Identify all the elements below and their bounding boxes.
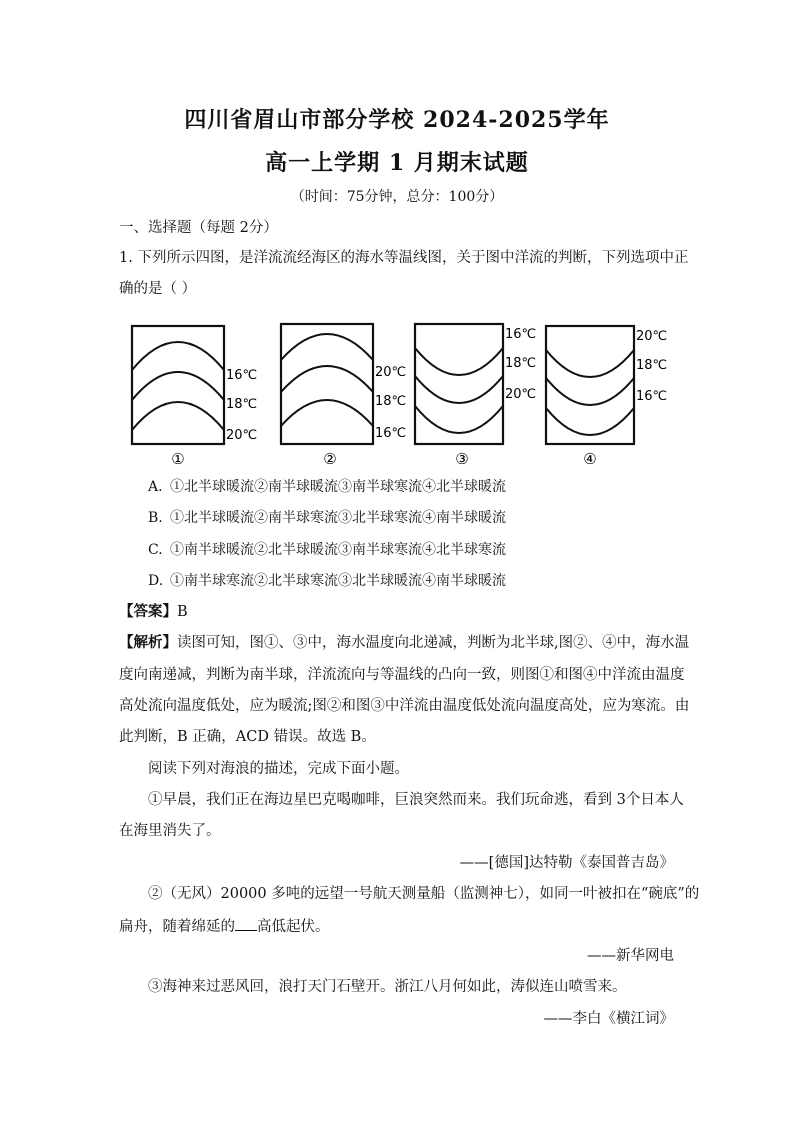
- passage-2-source: ——新华网电: [587, 948, 674, 964]
- isotherm-panel-3: [415, 324, 536, 468]
- answer-line: [119, 602, 679, 622]
- isotherm-line: [415, 406, 503, 433]
- passage-1-continued: 在海里消失了。: [119, 823, 221, 839]
- isotherm-label: 20℃: [636, 329, 668, 344]
- isotherm-label: 18℃: [226, 397, 258, 412]
- isotherm-line: [132, 402, 224, 430]
- isotherm-line: [281, 400, 373, 426]
- answer-tag: 【答案】: [119, 603, 177, 620]
- analysis-line: 度向南递减，判断为南半球，洋流流向与等温线的凸向一致，则图①和图④中洋流由温度: [119, 667, 685, 683]
- isotherm-label: 16℃: [636, 389, 668, 404]
- isotherm-panel-4: [546, 326, 667, 468]
- question-stem: 1. 下列所示四图，是洋流流经海区的海水等温线图，关于图中洋流的判断，下列选项中正: [119, 250, 689, 266]
- isotherm-line: [546, 378, 634, 405]
- fill-blank: [235, 915, 257, 931]
- isotherm-label: 20℃: [505, 387, 537, 402]
- option-text: ①北半球暖流②南半球暖流③南半球寒流④北半球暖流: [170, 479, 506, 495]
- isotherm-label: 20℃: [226, 428, 258, 443]
- answer-value: B: [177, 604, 188, 620]
- option-a: [148, 477, 506, 497]
- document-subtitle-title: 高一上学期 1 月期末试题: [265, 150, 529, 176]
- option-d: [148, 571, 506, 591]
- option-label: B.: [148, 510, 163, 526]
- passage-2-text: 扁舟，随着绵延的: [119, 919, 235, 935]
- passage-1-source: ——[德国]达特勒《泰国普吉岛》: [459, 855, 674, 871]
- isotherm-label: 16℃: [375, 426, 407, 441]
- document-title: 四川省眉山市部分学校 2024-2025学年: [184, 107, 610, 133]
- passage-3: ③海神来过恶风回，浪打天门石壁开。浙江八月何如此，涛似连山喷雪来。: [148, 979, 627, 995]
- isotherm-label: 18℃: [375, 394, 407, 409]
- option-text: ①南半球暖流②北半球暖流③南半球寒流④北半球寒流: [170, 542, 506, 558]
- panel-number: ①: [171, 450, 185, 468]
- isotherm-label: 20℃: [375, 365, 407, 380]
- option-text: ①北半球暖流②南半球寒流③北半球寒流④南半球暖流: [170, 510, 506, 526]
- isotherm-figure: [128, 318, 668, 468]
- isotherm-line: [546, 408, 634, 435]
- isotherm-label: 18℃: [636, 358, 668, 373]
- isotherm-label: 16℃: [505, 327, 537, 342]
- isotherm-panel-2: [281, 324, 406, 468]
- isotherm-line: [281, 334, 373, 360]
- analysis-tag: 【解析】: [119, 634, 177, 651]
- isotherm-label: 18℃: [505, 356, 537, 371]
- reading-intro: 阅读下列对海浪的描述，完成下面小题。: [148, 761, 409, 777]
- passage-2-continued: [119, 915, 679, 937]
- panel-number: ④: [583, 450, 597, 468]
- option-c: [148, 540, 506, 560]
- isotherm-line: [132, 372, 224, 400]
- analysis-line: [119, 633, 690, 653]
- isotherm-line: [132, 342, 224, 370]
- option-label: A.: [148, 479, 163, 495]
- question-stem-continued: 确的是（ ）: [119, 281, 197, 297]
- isotherm-line: [281, 366, 373, 392]
- panel-number: ③: [455, 450, 469, 468]
- section-heading: 一、选择题（每题 2分）: [119, 220, 278, 236]
- analysis-text: 读图可知，图①、③中，海水温度向北递减，判断为北半球,图②、④中，海水温: [177, 635, 690, 651]
- isotherm-line: [415, 376, 503, 403]
- isotherm-label: 16℃: [226, 368, 258, 383]
- option-text: ①南半球寒流②北半球寒流③北半球暖流④南半球暖流: [170, 573, 506, 589]
- isotherm-line: [546, 350, 634, 377]
- passage-3-source: ——李白《横江词》: [543, 1011, 674, 1027]
- option-b: [148, 508, 506, 528]
- analysis-line: 此判断，B 正确，ACD 错误。故选 B。: [119, 729, 376, 745]
- analysis-line: 高处流向温度低处，应为暖流;图②和图③中洋流由温度低处流向温度高处，应为寒流。由: [119, 698, 690, 714]
- passage-2: ②（无风）20000 多吨的远望一号航天测量船（监测神七），如同一叶被扣在“碗底”的: [148, 886, 700, 902]
- exam-info: （时间：75分钟，总分：100分）: [290, 189, 504, 205]
- passage-1: ①早晨，我们正在海边星巴克喝咖啡，巨浪突然而来。我们玩命逃，看到 3个日本人: [148, 792, 684, 808]
- option-label: D.: [148, 573, 164, 589]
- isotherm-line: [415, 348, 503, 375]
- option-label: C.: [148, 542, 163, 558]
- passage-2-text-end: 高低起伏。: [257, 919, 330, 935]
- isotherm-panel-1: [132, 326, 257, 468]
- panel-number: ②: [323, 450, 337, 468]
